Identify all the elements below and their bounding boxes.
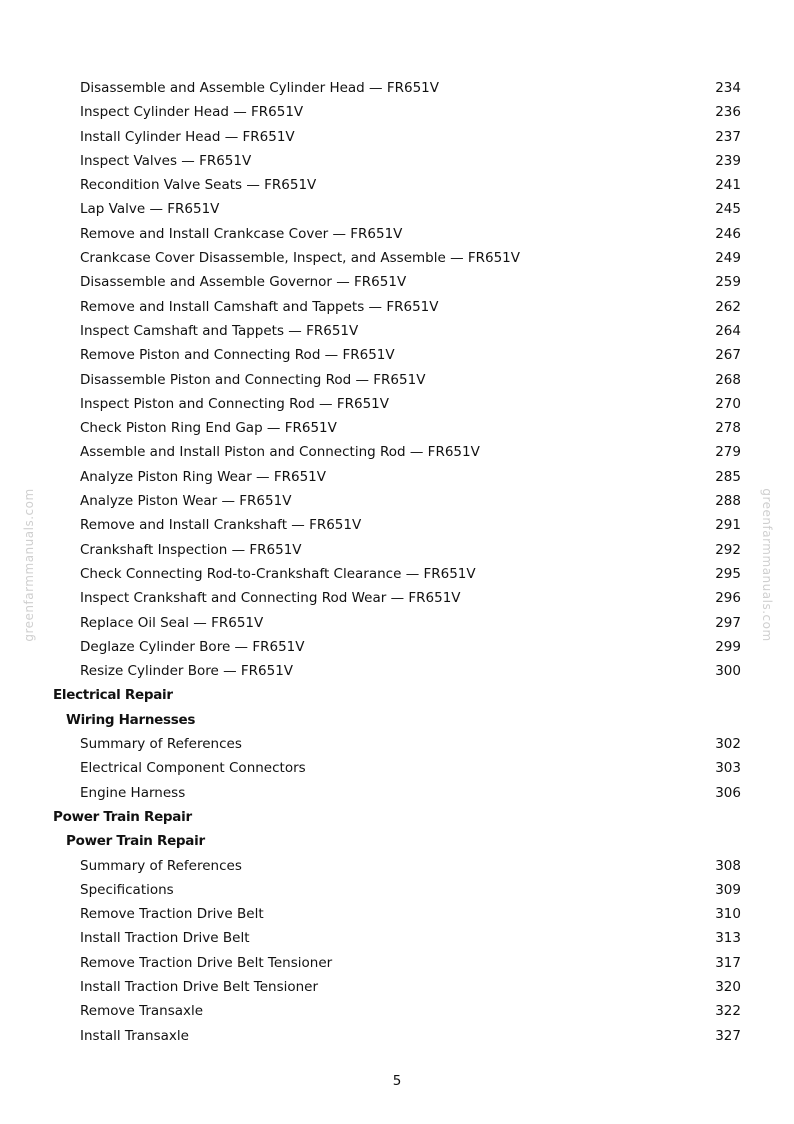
- toc-entry-title: Power Train Repair: [66, 833, 205, 850]
- toc-entry-page: 262: [715, 298, 741, 315]
- toc-entry-title: Inspect Crankshaft and Connecting Rod Wear — FR651V: [80, 590, 461, 607]
- toc-entry-title: Install Traction Drive Belt: [80, 930, 250, 947]
- toc-entry-title: Check Connecting Rod-to-Crankshaft Clearance — FR651V: [80, 565, 476, 582]
- toc-entry-title: Inspect Cylinder Head — FR651V: [80, 104, 304, 121]
- toc-entry[interactable]: [0, 732, 794, 756]
- toc-entry-title: Power Train Repair: [53, 808, 192, 825]
- toc-entry-title: Electrical Component Connectors: [80, 760, 306, 777]
- toc-entry[interactable]: [0, 368, 794, 392]
- toc-entry-title: Assemble and Install Piston and Connecting Rod — FR651V: [80, 444, 480, 461]
- toc-entry[interactable]: [0, 125, 794, 149]
- toc-entry-page: 239: [715, 152, 741, 169]
- toc-entry-title: Wiring Harnesses: [66, 711, 196, 728]
- toc-entry[interactable]: [0, 926, 794, 950]
- toc-entry-title: Install Transaxle: [80, 1027, 189, 1044]
- toc-entry-title: Remove and Install Camshaft and Tappets — FR651V: [80, 298, 439, 315]
- toc-entry[interactable]: [0, 878, 794, 902]
- toc-entry-page: 246: [715, 225, 741, 242]
- toc-entry[interactable]: [0, 295, 794, 319]
- toc-entry-page: 300: [715, 663, 741, 680]
- toc-entry-page: 313: [715, 930, 741, 947]
- toc-entry[interactable]: [0, 416, 794, 440]
- toc-entry-title: Remove and Install Crankshaft — FR651V: [80, 517, 362, 534]
- toc-entry-title: Remove Traction Drive Belt: [80, 906, 264, 923]
- toc-entry[interactable]: [0, 197, 794, 221]
- toc-entry-title: Remove and Install Crankcase Cover — FR651V: [80, 225, 403, 242]
- toc-entry-page: 268: [715, 371, 741, 388]
- table-of-contents: [0, 76, 794, 1048]
- toc-entry-page: 297: [715, 614, 741, 631]
- toc-entry-title: Remove Transaxle: [80, 1003, 204, 1020]
- toc-entry-page: 285: [715, 468, 741, 485]
- toc-entry[interactable]: [0, 222, 794, 246]
- toc-entry-page: 234: [715, 80, 741, 96]
- toc-entry-page: 288: [715, 493, 741, 510]
- toc-entry-title: Summary of References: [80, 736, 242, 753]
- toc-entry-title: Recondition Valve Seats — FR651V: [80, 177, 317, 194]
- toc-entry-page: 291: [715, 517, 741, 534]
- toc-entry-page: 309: [715, 881, 741, 898]
- toc-entry-title: Check Piston Ring End Gap — FR651V: [80, 420, 337, 437]
- toc-entry-title: Inspect Camshaft and Tappets — FR651V: [80, 322, 359, 339]
- toc-entry[interactable]: [0, 999, 794, 1023]
- toc-entry-title: Disassemble and Assemble Cylinder Head — FR651V: [80, 80, 439, 96]
- toc-entry[interactable]: [0, 538, 794, 562]
- toc-entry-page: 296: [715, 590, 741, 607]
- toc-entry-page: 237: [715, 128, 741, 145]
- toc-entry-page: 270: [715, 395, 741, 412]
- toc-entry-page: 259: [715, 274, 741, 291]
- toc-entry[interactable]: [0, 611, 794, 635]
- toc-entry-title: Electrical Repair: [53, 687, 173, 704]
- toc-entry-page: 320: [715, 978, 741, 995]
- toc-entry[interactable]: [0, 465, 794, 489]
- toc-entry-page: 302: [715, 736, 741, 753]
- toc-entry[interactable]: [0, 975, 794, 999]
- toc-entry-page: 310: [715, 906, 741, 923]
- toc-entry[interactable]: [0, 635, 794, 659]
- toc-entry-page: 317: [715, 954, 741, 971]
- toc-entry-title: Inspect Valves — FR651V: [80, 152, 252, 169]
- toc-entry[interactable]: [0, 270, 794, 294]
- toc-entry[interactable]: [0, 392, 794, 416]
- toc-entry-title: Analyze Piston Ring Wear — FR651V: [80, 468, 326, 485]
- toc-entry[interactable]: [0, 854, 794, 878]
- toc-entry-page: 303: [715, 760, 741, 777]
- toc-entry[interactable]: [0, 76, 794, 100]
- toc-subsection-heading[interactable]: [0, 829, 794, 853]
- toc-entry[interactable]: [0, 513, 794, 537]
- toc-entry-page: 299: [715, 638, 741, 655]
- toc-entry[interactable]: [0, 440, 794, 464]
- toc-entry-title: Analyze Piston Wear — FR651V: [80, 493, 292, 510]
- toc-entry-title: Remove Piston and Connecting Rod — FR651V: [80, 347, 395, 364]
- toc-entry-title: Remove Traction Drive Belt Tensioner: [80, 954, 333, 971]
- toc-entry[interactable]: [0, 659, 794, 683]
- toc-entry-page: 241: [715, 177, 741, 194]
- toc-entry[interactable]: [0, 343, 794, 367]
- toc-entry-title: Engine Harness: [80, 784, 186, 801]
- toc-entry-page: 249: [715, 250, 741, 267]
- watermark-left: greenfarmmanuals.com: [22, 488, 36, 642]
- toc-entry-title: Crankcase Cover Disassemble, Inspect, and Assemble — FR651V: [80, 250, 521, 267]
- toc-entry[interactable]: [0, 756, 794, 780]
- toc-entry-page: 264: [715, 322, 741, 339]
- toc-entry-page: 295: [715, 565, 741, 582]
- toc-entry-title: Crankshaft Inspection — FR651V: [80, 541, 302, 558]
- toc-entry-title: Inspect Piston and Connecting Rod — FR651V: [80, 395, 389, 412]
- toc-entry[interactable]: [0, 173, 794, 197]
- toc-entry-title: Replace Oil Seal — FR651V: [80, 614, 264, 631]
- toc-section-heading[interactable]: [0, 805, 794, 829]
- toc-entry-title: Install Cylinder Head — FR651V: [80, 128, 295, 145]
- toc-entry[interactable]: [0, 586, 794, 610]
- watermark-right: greenfarmmanuals.com: [760, 488, 774, 642]
- toc-entry-title: Deglaze Cylinder Bore — FR651V: [80, 638, 305, 655]
- toc-entry-page: 322: [715, 1003, 741, 1020]
- toc-entry-title: Disassemble Piston and Connecting Rod — FR651V: [80, 371, 426, 388]
- toc-entry[interactable]: [0, 489, 794, 513]
- toc-entry[interactable]: [0, 149, 794, 173]
- toc-entry-page: 292: [715, 541, 741, 558]
- toc-entry-page: 267: [715, 347, 741, 364]
- toc-entry[interactable]: [0, 319, 794, 343]
- toc-entry-title: Disassemble and Assemble Governor — FR651V: [80, 274, 407, 291]
- toc-entry-page: 236: [715, 104, 741, 121]
- toc-entry-title: Summary of References: [80, 857, 242, 874]
- page-number: 5: [392, 1073, 402, 1089]
- toc-entry-page: 327: [715, 1027, 741, 1044]
- toc-entry-page: 245: [715, 201, 741, 218]
- toc-entry[interactable]: [0, 100, 794, 124]
- toc-entry-page: 278: [715, 420, 741, 437]
- toc-entry-page: 279: [715, 444, 741, 461]
- toc-entry[interactable]: [0, 951, 794, 975]
- toc-subsection-heading[interactable]: [0, 708, 794, 732]
- toc-entry-page: 306: [715, 784, 741, 801]
- toc-entry[interactable]: [0, 562, 794, 586]
- toc-entry[interactable]: [0, 1024, 794, 1048]
- toc-section-heading[interactable]: [0, 683, 794, 707]
- toc-entry-title: Specifications: [80, 881, 174, 898]
- toc-entry-title: Install Traction Drive Belt Tensioner: [80, 978, 319, 995]
- toc-entry-title: Lap Valve — FR651V: [80, 201, 220, 218]
- toc-entry-page: 308: [715, 857, 741, 874]
- toc-entry[interactable]: [0, 781, 794, 805]
- toc-entry-title: Resize Cylinder Bore — FR651V: [80, 663, 294, 680]
- toc-entry[interactable]: [0, 246, 794, 270]
- toc-entry[interactable]: [0, 902, 794, 926]
